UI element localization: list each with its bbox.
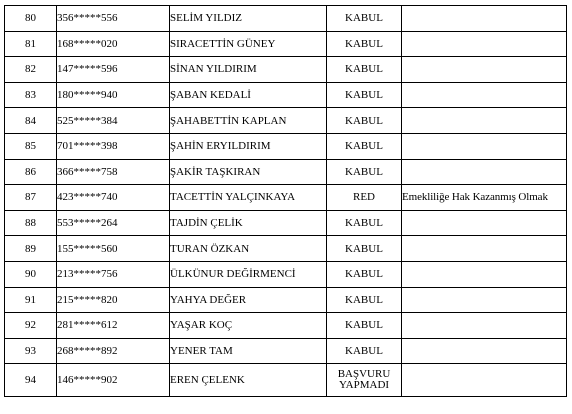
id-number: 366*****758 — [57, 159, 170, 185]
id-number: 146*****902 — [57, 364, 170, 397]
applicant-name: EREN ÇELENK — [170, 364, 327, 397]
application-result — [327, 57, 402, 83]
id-number: 155*****560 — [57, 236, 170, 262]
results-table — [4, 5, 567, 397]
table-row — [5, 287, 567, 313]
id-number: 147*****596 — [57, 57, 170, 83]
id-number: 553*****264 — [57, 210, 170, 236]
id-number: 168*****020 — [57, 31, 170, 57]
row-number: 81 — [5, 31, 57, 57]
result-label: KABUL — [345, 345, 383, 358]
id-number: 701*****398 — [57, 133, 170, 159]
applicant-name: SİNAN YILDIRIM — [170, 57, 327, 83]
result-label: KABUL — [345, 114, 383, 127]
table-row — [5, 185, 567, 211]
result-note — [402, 287, 567, 313]
result-note — [402, 133, 567, 159]
table-row — [5, 31, 567, 57]
row-number: 80 — [5, 6, 57, 32]
applicant-name: ŞAHİN ERYILDIRIM — [170, 133, 327, 159]
result-note — [402, 31, 567, 57]
application-result — [327, 159, 402, 185]
row-number: 82 — [5, 57, 57, 83]
id-number: 356*****556 — [57, 6, 170, 32]
row-number: 89 — [5, 236, 57, 262]
applicant-name: ŞAHABETTİN KAPLAN — [170, 108, 327, 134]
applicant-name: ŞAKİR TAŞKIRAN — [170, 159, 327, 185]
table-row — [5, 364, 567, 397]
table-row — [5, 57, 567, 83]
id-number: 281*****612 — [57, 313, 170, 339]
result-label: KABUL — [345, 140, 383, 153]
applicant-name: SELİM YILDIZ — [170, 6, 327, 32]
table-row — [5, 313, 567, 339]
row-number: 94 — [5, 364, 57, 397]
applicant-name: YAHYA DEĞER — [170, 287, 327, 313]
result-note — [402, 338, 567, 364]
application-result — [327, 6, 402, 32]
table-row — [5, 236, 567, 262]
id-number: 213*****756 — [57, 261, 170, 287]
application-result — [327, 364, 402, 397]
table-row — [5, 338, 567, 364]
application-result — [327, 31, 402, 57]
table-row — [5, 159, 567, 185]
applicant-name: ÜLKÜNUR DEĞİRMENCİ — [170, 261, 327, 287]
result-label: KABUL — [345, 12, 383, 25]
table-row — [5, 82, 567, 108]
application-result — [327, 133, 402, 159]
row-number: 85 — [5, 133, 57, 159]
application-result — [327, 338, 402, 364]
result-label: KABUL — [345, 268, 383, 281]
application-result — [327, 108, 402, 134]
result-note — [402, 6, 567, 32]
applicant-name: ŞABAN KEDALİ — [170, 82, 327, 108]
row-number: 83 — [5, 82, 57, 108]
application-result — [327, 236, 402, 262]
application-result — [327, 287, 402, 313]
application-result — [327, 82, 402, 108]
result-label: KABUL — [345, 293, 383, 306]
row-number: 84 — [5, 108, 57, 134]
result-note — [402, 313, 567, 339]
result-note — [402, 108, 567, 134]
result-label: KABUL — [345, 37, 383, 50]
applicant-name: YENER TAM — [170, 338, 327, 364]
result-label: KABUL — [345, 63, 383, 76]
result-label: RED — [353, 191, 375, 204]
row-number: 90 — [5, 261, 57, 287]
results-table-body — [5, 6, 567, 397]
application-result — [327, 313, 402, 339]
result-note — [402, 364, 567, 397]
id-number: 268*****892 — [57, 338, 170, 364]
row-number: 88 — [5, 210, 57, 236]
result-note — [402, 159, 567, 185]
applicant-name: SIRACETTİN GÜNEY — [170, 31, 327, 57]
result-note — [402, 82, 567, 108]
table-row — [5, 261, 567, 287]
row-number: 86 — [5, 159, 57, 185]
table-row — [5, 6, 567, 32]
applicant-name: TURAN ÖZKAN — [170, 236, 327, 262]
id-number: 423*****740 — [57, 185, 170, 211]
application-result — [327, 210, 402, 236]
result-note — [402, 57, 567, 83]
table-row — [5, 210, 567, 236]
result-label: KABUL — [345, 165, 383, 178]
result-label: BAŞVURU YAPMADI — [337, 368, 391, 392]
row-number: 87 — [5, 185, 57, 211]
id-number: 525*****384 — [57, 108, 170, 134]
result-label: KABUL — [345, 89, 383, 102]
result-note — [402, 210, 567, 236]
table-row — [5, 108, 567, 134]
table-row — [5, 133, 567, 159]
application-result — [327, 185, 402, 211]
result-label: KABUL — [345, 319, 383, 332]
result-label: KABUL — [345, 217, 383, 230]
application-result — [327, 261, 402, 287]
result-note — [402, 236, 567, 262]
id-number: 215*****820 — [57, 287, 170, 313]
id-number: 180*****940 — [57, 82, 170, 108]
applicant-name: TACETTİN YALÇINKAYA — [170, 185, 327, 211]
result-note — [402, 261, 567, 287]
applicant-name: YAŞAR KOÇ — [170, 313, 327, 339]
row-number: 92 — [5, 313, 57, 339]
row-number: 93 — [5, 338, 57, 364]
row-number: 91 — [5, 287, 57, 313]
applicant-name: TAJDİN ÇELİK — [170, 210, 327, 236]
result-label: KABUL — [345, 242, 383, 255]
result-note: Emekliliğe Hak Kazanmış Olmak — [402, 185, 567, 211]
